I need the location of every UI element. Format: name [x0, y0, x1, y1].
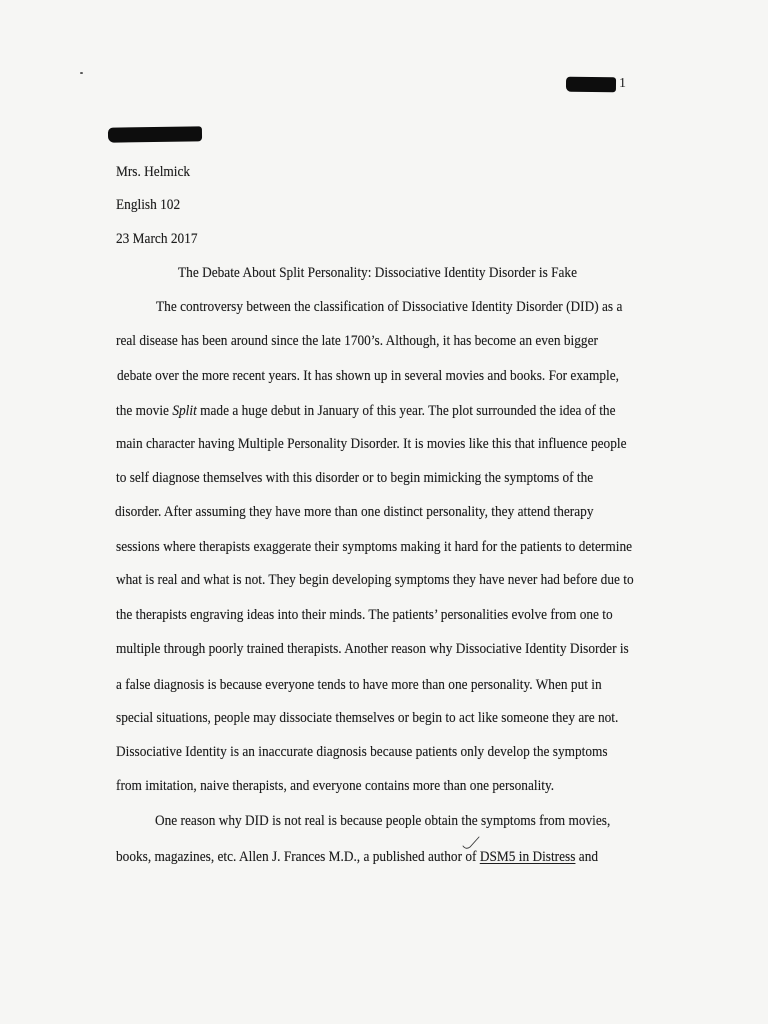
body-line: real disease has been around since the late 1700’s. Although, it has become an even bigger: [116, 333, 598, 349]
body-line: to self diagnose themselves with this disorder or to begin mimicking the symptoms of the: [116, 470, 594, 486]
pen-mark: [462, 835, 480, 851]
body-line-text: the movie: [116, 403, 173, 419]
body-line: sessions where therapists exaggerate their symptoms making it hard for the patients to determine: [116, 539, 633, 555]
body-line: what is real and what is not. They begin developing symptoms they have never had before due to: [116, 572, 634, 588]
course-name: English 102: [116, 197, 181, 213]
body-line: main character having Multiple Personality Disorder. It is movies like this that influence people: [116, 436, 627, 452]
body-line: Dissociative Identity is an inaccurate diagnosis because patients only develop the symptoms: [116, 744, 608, 760]
body-line: the therapists engraving ideas into their minds. The patients’ personalities evolve from one to: [116, 607, 613, 623]
body-line: multiple through poorly trained therapists. Another reason why Dissociative Identity Disorder is: [116, 641, 629, 657]
body-line: special situations, people may dissociate themselves or begin to act like someone they are not.: [116, 710, 619, 726]
instructor-name: Mrs. Helmick: [116, 164, 191, 180]
body-line: [116, 849, 598, 865]
body-line: from imitation, naive therapists, and everyone contains more than one personality.: [116, 778, 555, 794]
body-line: disorder. After assuming they have more than one distinct personality, they attend therapy: [115, 504, 594, 520]
film-title: Split: [172, 403, 197, 419]
body-line-text: and: [575, 849, 599, 865]
body-line: One reason why DID is not real is because people obtain the symptoms from movies,: [155, 813, 611, 829]
redacted-surname-header: [566, 77, 616, 93]
body-line-text: books, magazines, etc. Allen J. Frances M.D., a published author of: [116, 849, 480, 865]
book-title: DSM5 in Distress: [479, 849, 576, 865]
page-number: 1: [619, 76, 626, 91]
body-line: [116, 403, 616, 419]
essay-date: 23 March 2017: [116, 231, 198, 247]
body-line: debate over the more recent years. It has shown up in several movies and books. For example,: [117, 368, 619, 384]
scan-speck: [80, 72, 83, 74]
body-line-text: made a huge debut in January of this year. The plot surrounded the idea of the: [196, 403, 616, 419]
body-line: The controversy between the classification of Dissociative Identity Disorder (DID) as a: [156, 299, 623, 315]
redacted-student-name: [108, 126, 202, 142]
body-line: a false diagnosis is because everyone tends to have more than one personality. When put in: [116, 677, 602, 693]
essay-title: The Debate About Split Personality: Dissociative Identity Disorder is Fake: [178, 265, 578, 281]
